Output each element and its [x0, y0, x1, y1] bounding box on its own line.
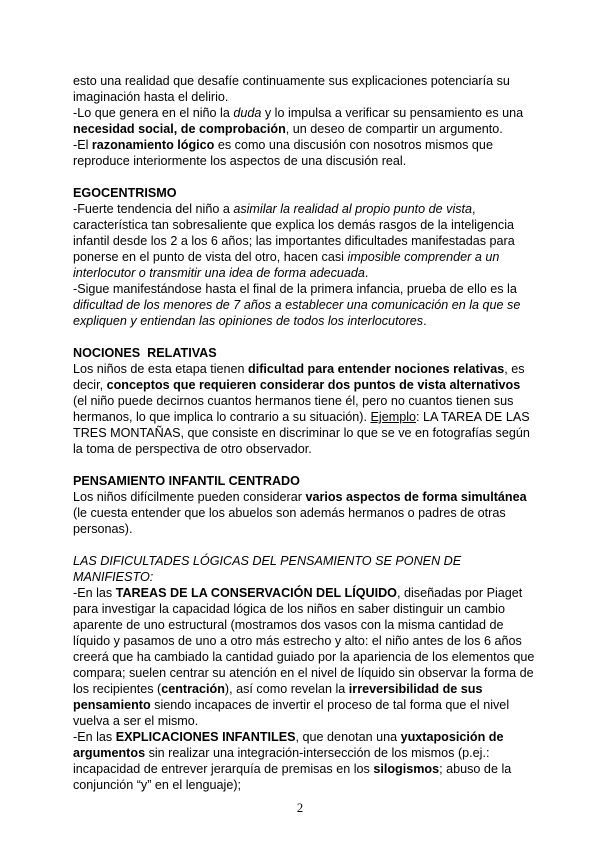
- intro-paragraph-2: -Lo que genera en el niño la duda y lo impulsa a verificar su pensamiento es una necesidad social, de comprobación, un deseo de compartir un argumento.: [73, 106, 524, 136]
- nociones-paragraph-1: Los niños de esta etapa tienen dificultad para entender nociones relativas, es decir, conceptos que requieren considerar dos puntos de vista alternativos (el niño puede decirnos cuantos hermanos tiene él, pero no cuantos tienen sus hermanos, lo que implica lo contrario a su situación). Ejemplo: LA TAREA DE LAS TRES MONTAÑAS, que consiste en discriminar lo que se ve en fotografías según la toma de perspectiva de otro observador.: [73, 362, 530, 456]
- dificultades-paragraph-2: -En las EXPLICACIONES INFANTILES, que denotan una yuxtaposición de argumentos sin realizar una integración-intersección de los mismos (p.ej.: incapacidad de entrever jerarquía de premisas en los silogismos; abuso de la conjunción “y” en el lenguaje);: [73, 730, 512, 792]
- intro-paragraph-1: esto una realidad que desafíe continuamente sus explicaciones potenciaría su imaginación hasta el delirio.: [73, 74, 510, 104]
- egocentrismo-paragraph-2: -Sigue manifestándose hasta el final de la primera infancia, prueba de ello es la dificultad de los menores de 7 años a establecer una comunicación en la que se expliquen y entiendan las opiniones de todos los interlocutores.: [73, 282, 521, 328]
- centrado-paragraph-1: Los niños difícilmente pueden considerar varios aspectos de forma simultánea (le cuesta entender que los abuelos son además hermanos o padres de otras personas).: [73, 490, 527, 536]
- heading-egocentrismo: EGOCENTRISMO: [73, 186, 177, 200]
- intro-paragraph-3: -El razonamiento lógico es como una discusión con nosotros mismos que reproduce interiormente los aspectos de una discusión real.: [73, 138, 493, 168]
- page-number: 2: [296, 801, 304, 815]
- page-body: [73, 73, 535, 793]
- heading-pensamiento-centrado: PENSAMIENTO INFANTIL CENTRADO: [73, 474, 300, 488]
- egocentrismo-paragraph-1: -Fuerte tendencia del niño a asimilar la realidad al propio punto de vista, característica tan sobresaliente que explica los demás rasgos de la inteligencia infantil desde los 2 a los 6 años; las importantes dificultades manifestadas para ponerse en el punto de vista del otro, hacen casi imposible comprender a un interlocutor o transmitir una idea de forma adecuada.: [73, 202, 515, 280]
- dificultades-paragraph-1: -En las TAREAS DE LA CONSERVACIÓN DEL LÍQUIDO, diseñadas por Piaget para investigar la capacidad lógica de los niños en saber distinguir un cambio aparente de uno estructural (mostramos dos vasos con la misma cantidad de líquido y pasamos de uno a otro más estrecho y alto: el niño antes de los 6 años creerá que ha cambiado la cantidad guiado por la apariencia de los elementos que compara; suelen centrar su atención en el nivel de líquido sin observar la forma de los recipientes (centración), así como revelan la irreversibilidad de sus pensamiento siendo incapaces de invertir el proceso de tal forma que el nivel vuelva a ser el mismo.: [73, 586, 535, 728]
- heading-nociones-relativas: NOCIONES RELATIVAS: [73, 346, 217, 360]
- heading-dificultades-logicas: LAS DIFICULTADES LÓGICAS DEL PENSAMIENTO SE PONEN DE MANIFIESTO:: [73, 554, 462, 584]
